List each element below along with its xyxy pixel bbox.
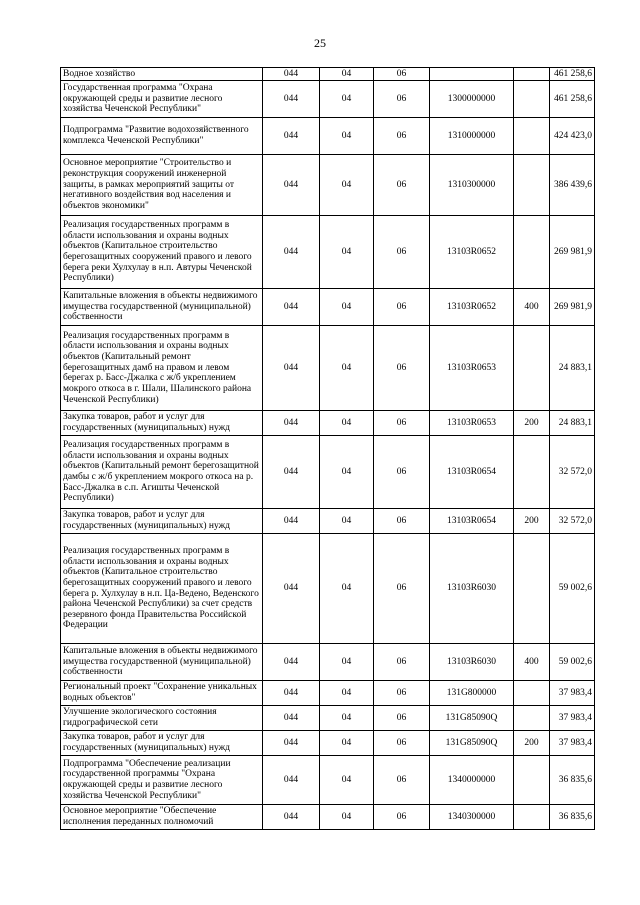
subsection-code-cell: 06 (374, 534, 430, 644)
section-code-cell: 04 (320, 805, 374, 830)
table-row (61, 68, 595, 81)
amount-cell: 37 983,4 (550, 731, 595, 756)
amount-cell: 461 258,6 (550, 68, 595, 81)
section-code-cell: 04 (320, 756, 374, 805)
amount-cell: 32 572,0 (550, 509, 595, 534)
table-row (61, 681, 595, 706)
ministry-code-cell: 044 (263, 534, 320, 644)
table-row (61, 155, 595, 216)
table-row (61, 118, 595, 155)
target-article-cell: 13103R0654 (430, 509, 514, 534)
target-article-cell: 1300000000 (430, 81, 514, 118)
expense-type-cell (514, 68, 550, 81)
target-article-cell: 13103R6030 (430, 534, 514, 644)
expense-type-cell: 200 (514, 731, 550, 756)
row-name-cell: Основное мероприятие "Обеспечение исполнения переданных полномочий (61, 805, 263, 830)
target-article-cell: 1340300000 (430, 805, 514, 830)
subsection-code-cell: 06 (374, 68, 430, 81)
subsection-code-cell: 06 (374, 644, 430, 681)
row-name-cell: Закупка товаров, работ и услуг для государственных (муниципальных) нужд (61, 411, 263, 436)
expense-type-cell (514, 706, 550, 731)
table-row (61, 534, 595, 644)
ministry-code-cell: 044 (263, 681, 320, 706)
subsection-code-cell: 06 (374, 216, 430, 289)
row-name-cell: Закупка товаров, работ и услуг для государственных (муниципальных) нужд (61, 731, 263, 756)
table-row (61, 326, 595, 411)
table-row (61, 756, 595, 805)
expense-type-cell: 400 (514, 289, 550, 326)
expense-type-cell (514, 681, 550, 706)
subsection-code-cell: 06 (374, 155, 430, 216)
subsection-code-cell: 06 (374, 509, 430, 534)
section-code-cell: 04 (320, 534, 374, 644)
amount-cell: 24 883,1 (550, 411, 595, 436)
section-code-cell: 04 (320, 289, 374, 326)
subsection-code-cell: 06 (374, 118, 430, 155)
amount-cell: 36 835,6 (550, 805, 595, 830)
ministry-code-cell: 044 (263, 326, 320, 411)
amount-cell: 461 258,6 (550, 81, 595, 118)
target-article-cell: 13103R0654 (430, 436, 514, 509)
expense-type-cell (514, 81, 550, 118)
table-row (61, 216, 595, 289)
section-code-cell: 04 (320, 436, 374, 509)
row-name-cell: Закупка товаров, работ и услуг для государственных (муниципальных) нужд (61, 509, 263, 534)
expense-type-cell (514, 436, 550, 509)
section-code-cell: 04 (320, 81, 374, 118)
ministry-code-cell: 044 (263, 509, 320, 534)
expense-type-cell (514, 155, 550, 216)
expense-type-cell (514, 534, 550, 644)
section-code-cell: 04 (320, 731, 374, 756)
expense-type-cell (514, 756, 550, 805)
amount-cell: 32 572,0 (550, 436, 595, 509)
amount-cell: 269 981,9 (550, 289, 595, 326)
table-row (61, 731, 595, 756)
amount-cell: 269 981,9 (550, 216, 595, 289)
row-name-cell: Подпрограмма "Развитие водохозяйственного комплекса Чеченской Республики" (61, 118, 263, 155)
section-code-cell: 04 (320, 118, 374, 155)
subsection-code-cell: 06 (374, 681, 430, 706)
row-name-cell: Реализация государственных программ в области использования и охраны водных объектов (Капитальное строительство берегозащитных сооружений правого и левого берега р. Хулхулау в н.п. Ца-Ведено, Веденского района Чеченской Республики) за счет средств резервного фонда Правительства Российской Федерации (61, 534, 263, 644)
table-body (61, 68, 595, 830)
row-name-cell: Реализация государственных программ в области использования и охраны водных объектов (Капитальный ремонт берегозащитной дамбы с ж/б укреплением мокрого откоса на р. Басс-Джалка в с.п. Агишты Чеченской Республики) (61, 436, 263, 509)
section-code-cell: 04 (320, 411, 374, 436)
subsection-code-cell: 06 (374, 436, 430, 509)
expense-type-cell (514, 216, 550, 289)
amount-cell: 37 983,4 (550, 681, 595, 706)
section-code-cell: 04 (320, 706, 374, 731)
table-row (61, 411, 595, 436)
target-article-cell: 131G800000 (430, 681, 514, 706)
ministry-code-cell: 044 (263, 68, 320, 81)
expense-type-cell: 200 (514, 411, 550, 436)
amount-cell: 424 423,0 (550, 118, 595, 155)
target-article-cell: 13103R0652 (430, 289, 514, 326)
subsection-code-cell: 06 (374, 411, 430, 436)
row-name-cell: Водное хозяйство (61, 68, 263, 81)
ministry-code-cell: 044 (263, 756, 320, 805)
ministry-code-cell: 044 (263, 411, 320, 436)
table-row (61, 81, 595, 118)
subsection-code-cell: 06 (374, 289, 430, 326)
target-article-cell: 131G85090Q (430, 731, 514, 756)
expense-type-cell (514, 326, 550, 411)
expense-type-cell: 400 (514, 644, 550, 681)
target-article-cell: 1310300000 (430, 155, 514, 216)
subsection-code-cell: 06 (374, 731, 430, 756)
target-article-cell: 13103R0653 (430, 326, 514, 411)
section-code-cell: 04 (320, 509, 374, 534)
target-article-cell: 13103R0652 (430, 216, 514, 289)
expense-type-cell (514, 805, 550, 830)
amount-cell: 37 983,4 (550, 706, 595, 731)
ministry-code-cell: 044 (263, 216, 320, 289)
expense-type-cell: 200 (514, 509, 550, 534)
section-code-cell: 04 (320, 681, 374, 706)
subsection-code-cell: 06 (374, 756, 430, 805)
target-article-cell: 1310000000 (430, 118, 514, 155)
section-code-cell: 04 (320, 644, 374, 681)
target-article-cell: 13103R6030 (430, 644, 514, 681)
amount-cell: 59 002,6 (550, 644, 595, 681)
ministry-code-cell: 044 (263, 289, 320, 326)
target-article-cell: 13103R0653 (430, 411, 514, 436)
target-article-cell (430, 68, 514, 81)
budget-table (60, 67, 595, 830)
table-row (61, 509, 595, 534)
row-name-cell: Основное мероприятие "Строительство и реконструкция сооружений инженерной защиты, в рамках мероприятий защиты от негативного воздействия вод населения и объектов экономики" (61, 155, 263, 216)
ministry-code-cell: 044 (263, 706, 320, 731)
section-code-cell: 04 (320, 155, 374, 216)
row-name-cell: Региональный проект "Сохранение уникальных водных объектов" (61, 681, 263, 706)
row-name-cell: Реализация государственных программ в области использования и охраны водных объектов (Капитальный ремонт берегозащитных дамб на правом и левом берегах р. Басс-Джалка с ж/б укреплением мокрого откоса в г. Шали, Шалинского района Чеченской Республики) (61, 326, 263, 411)
subsection-code-cell: 06 (374, 706, 430, 731)
subsection-code-cell: 06 (374, 326, 430, 411)
ministry-code-cell: 044 (263, 644, 320, 681)
table-row (61, 644, 595, 681)
ministry-code-cell: 044 (263, 731, 320, 756)
table-row (61, 436, 595, 509)
amount-cell: 59 002,6 (550, 534, 595, 644)
row-name-cell: Капитальные вложения в объекты недвижимого имущества государственной (муниципальной) собственности (61, 289, 263, 326)
table-row (61, 805, 595, 830)
ministry-code-cell: 044 (263, 805, 320, 830)
table-row (61, 706, 595, 731)
ministry-code-cell: 044 (263, 118, 320, 155)
target-article-cell: 131G85090Q (430, 706, 514, 731)
subsection-code-cell: 06 (374, 81, 430, 118)
table-row (61, 289, 595, 326)
page-number: 25 (314, 36, 326, 50)
row-name-cell: Государственная программа "Охрана окружающей среды и развитие лесного хозяйства Чеченской Республики" (61, 81, 263, 118)
row-name-cell: Реализация государственных программ в области использования и охраны водных объектов (Капитальное строительство берегозащитных сооружений правого и левого берега реки Хулхулау в н.п. Автуры Чеченской Республики) (61, 216, 263, 289)
amount-cell: 24 883,1 (550, 326, 595, 411)
ministry-code-cell: 044 (263, 155, 320, 216)
row-name-cell: Капитальные вложения в объекты недвижимого имущества государственной (муниципальной) собственности (61, 644, 263, 681)
subsection-code-cell: 06 (374, 805, 430, 830)
ministry-code-cell: 044 (263, 81, 320, 118)
expense-type-cell (514, 118, 550, 155)
target-article-cell: 1340000000 (430, 756, 514, 805)
section-code-cell: 04 (320, 326, 374, 411)
ministry-code-cell: 044 (263, 436, 320, 509)
section-code-cell: 04 (320, 68, 374, 81)
row-name-cell: Подпрограмма "Обеспечение реализации государственной программы "Охрана окружающей среды и развитие лесного хозяйства Чеченской Республики" (61, 756, 263, 805)
amount-cell: 386 439,6 (550, 155, 595, 216)
row-name-cell: Улучшение экологического состояния гидрографической сети (61, 706, 263, 731)
amount-cell: 36 835,6 (550, 756, 595, 805)
section-code-cell: 04 (320, 216, 374, 289)
